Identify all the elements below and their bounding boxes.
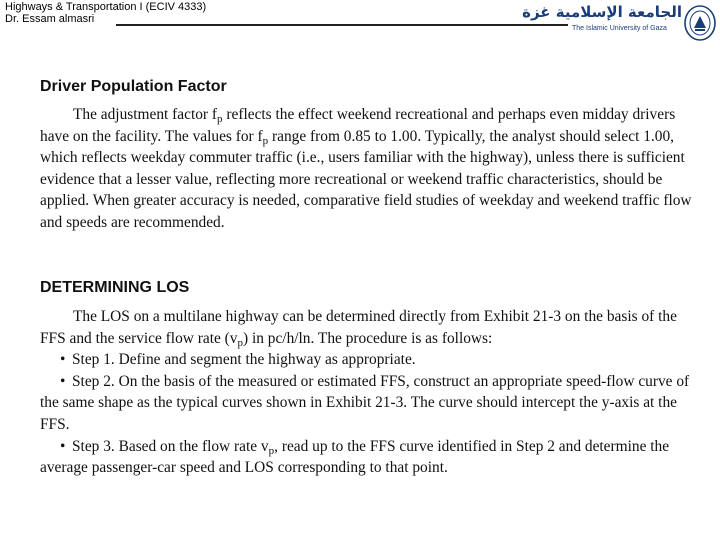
header-text (5, 1, 206, 25)
university-logo (522, 2, 720, 44)
bullet: • (60, 437, 66, 455)
step-2: • Step 2. On the basis of the measured or estimated FFS, construct an appropriate speed-flow curve of the same shape as the typical curves shown in Exhibit 21-3. The curve should intercept the y-axis at the FFS. (40, 372, 690, 433)
paragraph-driver-population: The adjustment factor $f_p$ reflects the effect weekend recreational and perhaps even midday drivers have on the facility. The values for $f_p$ range from 0.85 to 1.00. Typically, the analyst should select 1.00, which reflects weekday commuter traffic (i.e., users familiar with the highway), unless there is sufficient evidence that a lesser value, reflecting more recreational or weekend traffic characteristics, should be applied. When greater accuracy is needed, comparative field studies of weekday and weekend traffic flow and speeds are recommended. (40, 106, 692, 231)
paragraph-determining-los: The LOS on a multilane highway can be determined directly from Exhibit 21-3 on the basis of the FFS and the service flow rate $(v_p)$ in pc/h/ln. The procedure is as follows: • Step 1. Define and segment the highway as appropriate. • Step 2. On the basis of the measured or estimated FFS, construct an appropriate speed-flow curve of the same shape as the typical curves shown in Exhibit 21-3. The curve should intercept the y-axis at the FFS. • Step 3. Based on the flow rate $v_p$, read up to the FFS curve identified in Step 2 and determine the average passenger-car speed and LOS corresponding to that point. (40, 306, 700, 479)
step-1: • Step 1. Define and segment the highway as appropriate. (40, 349, 700, 371)
course-title: Highways & Transportation I (ECIV 4333) (5, 1, 207, 13)
step-3: • Step 3. Based on the flow rate $v_p$, read up to the FFS curve identified in Step 2 and determine the average passenger-car speed and LOS corresponding to that point. (40, 437, 670, 477)
logo-arabic-text: الجامعة الإسلامية غزة (522, 3, 682, 21)
section-heading-driver-population: Driver Population Factor (40, 78, 227, 95)
bullet: • (60, 372, 66, 390)
logo-english-text: The Islamic University of Gaza (572, 25, 667, 32)
instructor-name: Dr. Essam almasri (5, 13, 95, 25)
header-rule (116, 24, 568, 26)
section-heading-determining-los: DETERMINING LOS (40, 279, 190, 296)
bullet: • (60, 351, 66, 369)
university-seal-icon (683, 4, 717, 42)
